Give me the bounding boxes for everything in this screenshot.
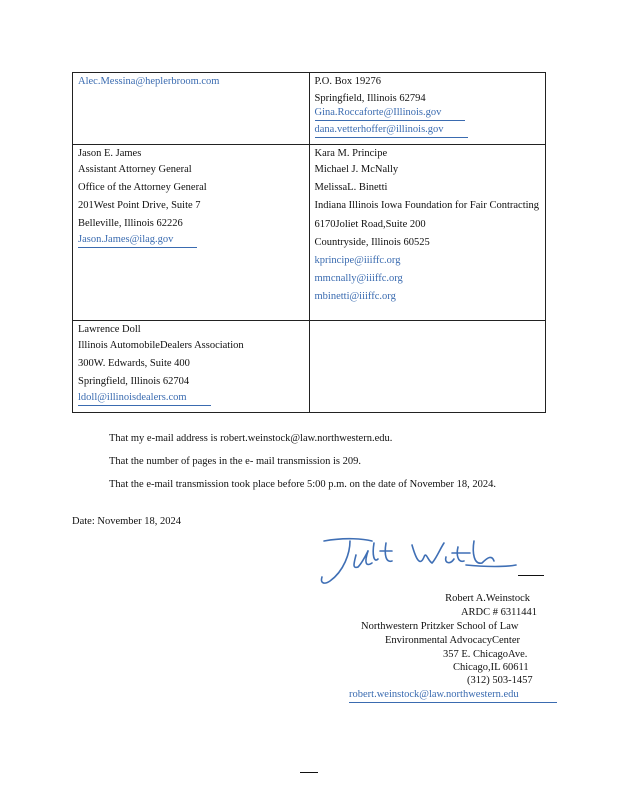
- email-link[interactable]: Jason.James@ilag.gov: [78, 233, 197, 248]
- service-list-table: [72, 72, 546, 413]
- contact-name: Lawrence Doll: [78, 324, 141, 335]
- signature-image: [316, 533, 548, 589]
- email-link[interactable]: mmcnally@iiiffc.org: [314, 273, 403, 284]
- empty-cell: [309, 321, 546, 413]
- email-link[interactable]: kprincipe@iiiffc.org: [314, 255, 401, 266]
- contact-cell-messina: [73, 73, 310, 145]
- address-line: 201West Point Drive, Suite 7: [78, 200, 201, 211]
- signature-rule: [518, 575, 544, 576]
- statement-pages: That the number of pages in the e- mail transmission is 209.: [109, 456, 361, 467]
- contact-name: MelissaL. Binetti: [314, 182, 388, 193]
- email-link[interactable]: Gina.Roccaforte@Illinois.gov: [315, 106, 466, 121]
- contact-name: Michael J. McNally: [314, 164, 399, 175]
- address-line: Belleville, Illinois 62226: [78, 218, 183, 229]
- signer-name: Robert A.Weinstock: [445, 593, 530, 604]
- address-line: Springfield, Illinois 62704: [78, 376, 190, 387]
- contact-cell-doll: [73, 321, 310, 413]
- contact-cell-james: [73, 145, 310, 321]
- email-link[interactable]: mbinetti@iiiffc.org: [314, 291, 396, 302]
- address-line: P.O. Box 19276: [314, 76, 382, 87]
- statement-time: That the e-mail transmission took place before 5:00 p.m. on the date of November 18, 2024.: [109, 479, 496, 490]
- contact-cell-roccaforte: [309, 73, 546, 145]
- email-link[interactable]: ldoll@illinoisdealers.com: [78, 391, 211, 406]
- signer-ardc: ARDC # 6311441: [460, 607, 537, 618]
- email-link[interactable]: Alec.Messina@heplerbroom.com: [78, 76, 220, 87]
- page-footer-rule: [300, 772, 318, 773]
- signer-street: 357 E. ChicagoAve.: [443, 649, 528, 660]
- address-line: 6170Joliet Road,Suite 200: [314, 219, 426, 230]
- signer-city: Chicago,IL 60611: [453, 662, 529, 673]
- email-link[interactable]: dana.vetterhoffer@illinois.gov: [315, 123, 468, 138]
- contact-office: Office of the Attorney General: [78, 182, 207, 193]
- contact-name: Jason E. James: [78, 148, 142, 159]
- contact-org: Illinois AutomobileDealers Association: [78, 340, 244, 351]
- address-line: 300W. Edwards, Suite 400: [78, 358, 190, 369]
- contact-org: Indiana Illinois Iowa Foundation for Fair Contracting: [314, 200, 540, 211]
- signer-center: Environmental AdvocacyCenter: [385, 635, 520, 646]
- statement-email: That my e-mail address is robert.weinstock@law.northwestern.edu.: [109, 433, 393, 444]
- contact-name: Kara M. Principe: [314, 148, 388, 159]
- address-line: Springfield, Illinois 62794: [314, 93, 426, 104]
- signer-school: Northwestern Pritzker School of Law: [361, 621, 519, 632]
- address-line: Countryside, Illinois 60525: [314, 237, 430, 248]
- date-line: Date: November 18, 2024: [72, 516, 182, 527]
- signer-phone: (312) 503-1457: [467, 675, 533, 686]
- contact-title: Assistant Attorney General: [78, 164, 192, 175]
- signer-email-link[interactable]: robert.weinstock@law.northwestern.edu: [349, 688, 557, 703]
- contact-cell-principe: [309, 145, 546, 321]
